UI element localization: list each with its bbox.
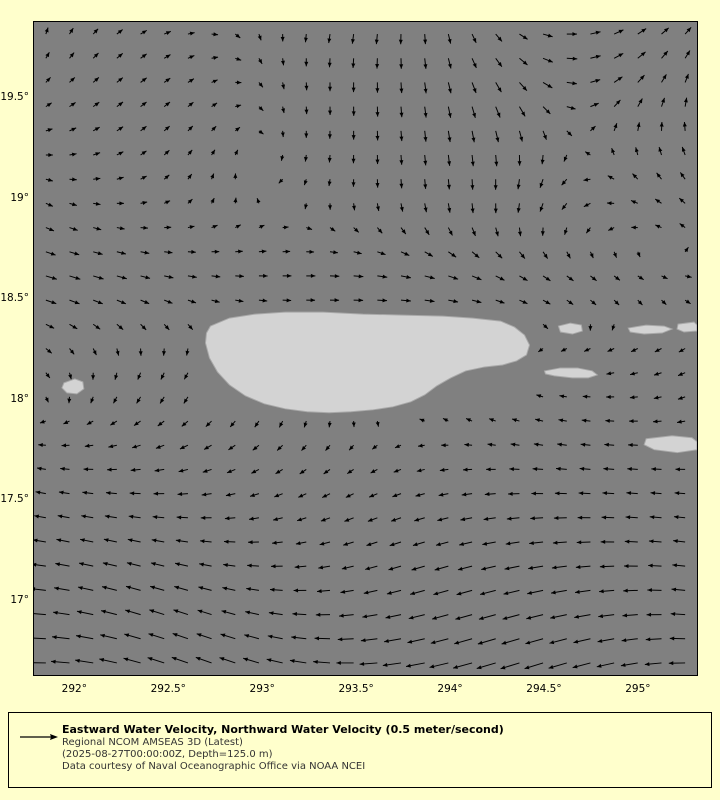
map-legend xyxy=(8,712,712,788)
longitude-tick-label: 292° xyxy=(61,683,87,695)
latitude-axis xyxy=(0,21,29,676)
legend-courtesy-line: Data courtesy of Naval Oceanographic Office via NOAA NCEI xyxy=(62,761,366,772)
map-container[interactable] xyxy=(33,21,698,676)
legend-time-depth-line: (2025-08-27T00:00:00Z, Depth=125.0 m) xyxy=(62,749,273,760)
land-polygons xyxy=(34,22,697,675)
longitude-tick-label: 292.5° xyxy=(150,683,186,695)
latitude-tick-label: 19° xyxy=(10,191,29,204)
latitude-tick-label: 18.5° xyxy=(0,292,29,305)
vector-arrow-icon xyxy=(19,731,59,743)
latitude-tick-label: 17° xyxy=(10,593,29,606)
latitude-tick-label: 19.5° xyxy=(0,91,29,104)
longitude-tick-label: 294.5° xyxy=(526,683,562,695)
map-plot-area[interactable] xyxy=(33,21,698,676)
longitude-tick-label: 294° xyxy=(437,683,463,695)
legend-source-line: Regional NCOM AMSEAS 3D (Latest) xyxy=(62,737,243,748)
longitude-tick-label: 293.5° xyxy=(338,683,374,695)
longitude-tick-label: 293° xyxy=(249,683,275,695)
latitude-tick-label: 18° xyxy=(10,392,29,405)
legend-title: Eastward Water Velocity, Northward Water Velocity (0.5 meter/second) xyxy=(62,723,504,736)
longitude-axis xyxy=(33,681,698,697)
latitude-tick-label: 17.5° xyxy=(0,493,29,506)
longitude-tick-label: 295° xyxy=(625,683,651,695)
